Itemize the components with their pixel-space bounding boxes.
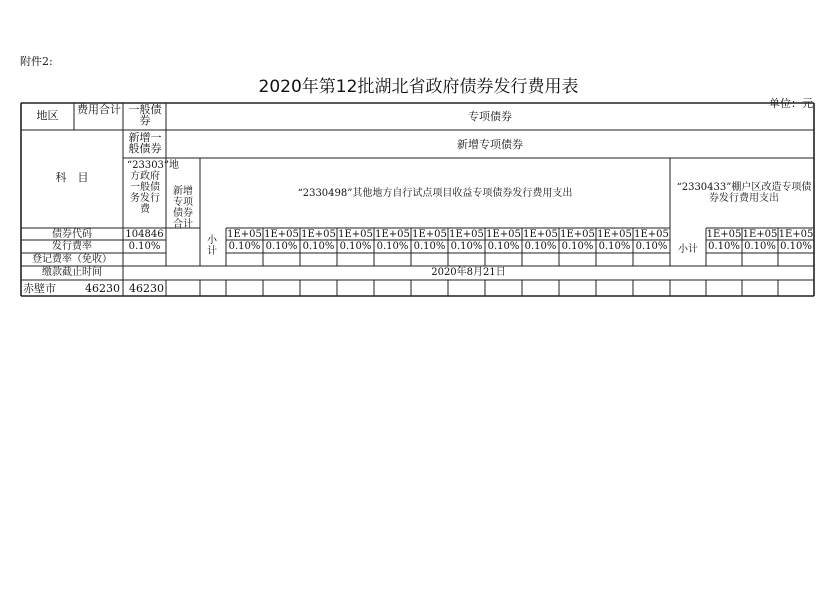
header-general-bond: 一般债券: [128, 103, 162, 127]
special-code-cell: 1E+05: [301, 229, 336, 240]
registration-label: 登记费率（免收）: [32, 254, 112, 265]
special-rate-cell: 0.10%: [450, 241, 483, 252]
special-rate-cell: 0.10%: [598, 241, 631, 252]
special-rate-cell: 0.10%: [635, 241, 668, 252]
attachment-label: 附件2:: [20, 55, 53, 68]
bond-code-label: 债券代码: [52, 229, 92, 240]
header-new-special-bond: 新增专项债券: [457, 138, 523, 151]
subtotal-b: 小计: [678, 244, 698, 255]
special-rate-cell: 0.10%: [339, 241, 372, 252]
special-code-cell: 1E+05: [375, 229, 410, 240]
special-code-cell: 1E+05: [523, 229, 558, 240]
special-code-cell: 1E+05: [634, 229, 669, 240]
special-code-cell: 1E+05: [560, 229, 595, 240]
special-rate-cell: 0.10%: [376, 241, 409, 252]
header-expense-2330433: “2330433”棚户区改造专项债券发行费用支出: [676, 182, 812, 204]
header-fee-total: 费用合计: [77, 103, 121, 116]
shanty-rate-cell: 0.10%: [780, 241, 812, 252]
header-new-general-bond: 新增一般债券: [128, 131, 162, 155]
data-general: 46230: [129, 282, 164, 295]
shanty-code-cell: 1E+05: [742, 229, 778, 240]
header-expense-2330498: “2330498”其他地方自行试点项目收益专项债券发行费用支出: [297, 188, 573, 199]
shanty-rate-cell: 0.10%: [744, 241, 776, 252]
special-rate-cell: 0.10%: [228, 241, 261, 252]
special-rate-cell: 0.10%: [524, 241, 557, 252]
header-region: 地区: [36, 109, 59, 122]
data-total: 46230: [85, 282, 120, 295]
shanty-rate-cell: 0.10%: [708, 241, 740, 252]
special-code-cell: 1E+05: [597, 229, 632, 240]
special-code-cell: 1E+05: [412, 229, 447, 240]
issue-rate-value: 0.10%: [128, 241, 161, 252]
bond-code-value: 104846: [125, 229, 164, 240]
shanty-code-cell: 1E+05: [778, 229, 814, 240]
header-special-bond: 专项债券: [468, 110, 512, 123]
special-code-cell: 1E+05: [264, 229, 299, 240]
special-rate-cell: 0.10%: [413, 241, 446, 252]
issue-rate-label: 发行费率: [52, 241, 92, 252]
special-rate-cell: 0.10%: [302, 241, 335, 252]
special-rate-cell: 0.10%: [561, 241, 594, 252]
unit-label: 单位：元: [769, 97, 813, 110]
deadline-label: 缴款截止时间: [42, 267, 102, 278]
special-code-cell: 1E+05: [227, 229, 262, 240]
header-special-total: 新增专项债券合计: [173, 186, 193, 230]
data-region: 赤壁市: [23, 282, 56, 295]
shanty-code-cell: 1E+05: [706, 229, 742, 240]
subtotal-a: 小计: [207, 235, 217, 257]
special-code-cell: 1E+05: [486, 229, 521, 240]
header-subject: 科 目: [55, 171, 89, 184]
header-general-expense: “23303”地方政府一般债务发行费: [127, 160, 180, 215]
special-code-cell: 1E+05: [338, 229, 373, 240]
deadline-value: 2020年8月21日: [431, 267, 506, 278]
page-title: 2020年第12批湖北省政府债券发行费用表: [258, 77, 579, 97]
special-rate-cell: 0.10%: [265, 241, 298, 252]
special-rate-cell: 0.10%: [487, 241, 520, 252]
special-code-cell: 1E+05: [449, 229, 484, 240]
